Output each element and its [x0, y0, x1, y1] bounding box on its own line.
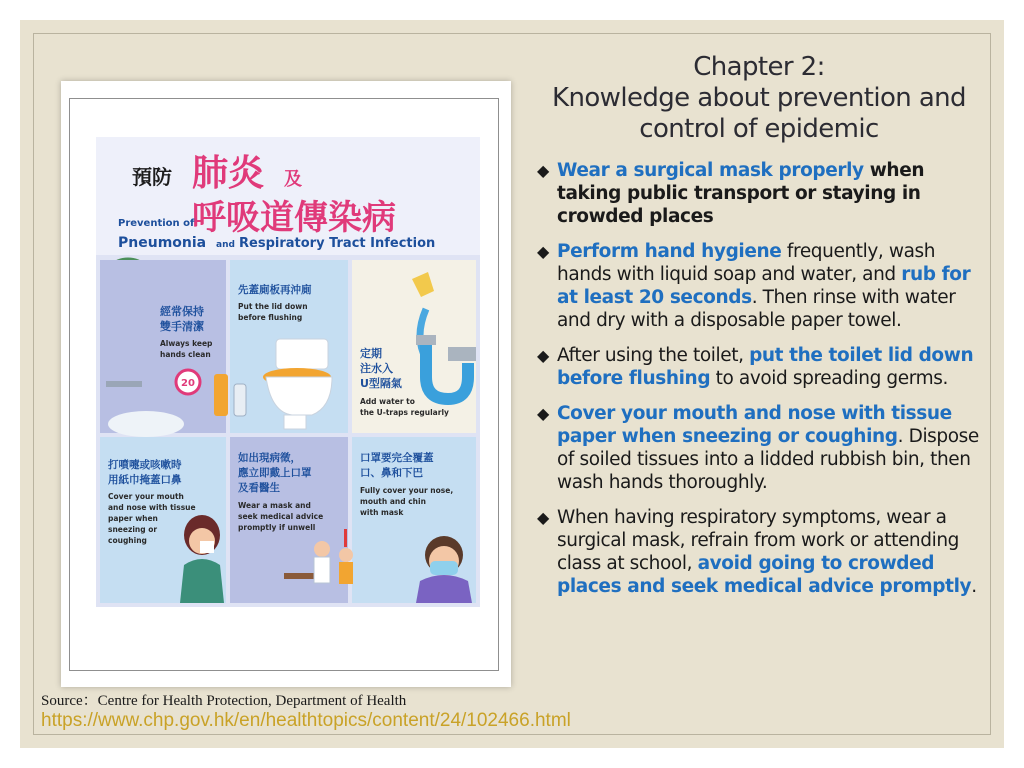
soap-bottle-icon [214, 374, 228, 416]
panel1-en-line1: Always keep [160, 339, 213, 348]
panel3-en-line1: Add water to [360, 397, 415, 406]
bullet-symptoms [537, 506, 982, 598]
source-url-link[interactable]: https://www.chp.gov.hk/en/healthtopics/content/24/102466.html [41, 710, 571, 731]
panel4-en-line4: sneezing or [108, 525, 158, 534]
bullet-mask [537, 159, 982, 228]
panel2-en-line1: Put the lid down [238, 302, 308, 311]
bullet-cover-mouth [537, 402, 982, 494]
health-poster [96, 137, 480, 607]
panel3-zh-line3: U型隔氣 [360, 377, 402, 390]
panel5-zh-line1: 如出現病徵， [238, 452, 301, 464]
bullet-symptoms-text-1: When having respiratory symptoms, wear a surgical mask, refrain from work or attending class at school, [557, 507, 959, 574]
title-line-1: Chapter 2: [693, 52, 825, 82]
diamond-bullet-icon: ◆ [537, 161, 549, 180]
source-citation: Source：Centre for Health Protection, Department of Health [41, 693, 407, 709]
washing-hands-icon [108, 411, 184, 437]
diamond-bullet-icon: ◆ [537, 404, 549, 423]
panel5-en-line1: Wear a mask and [238, 501, 311, 510]
panel5-zh-line3: 及看醫生 [238, 482, 280, 494]
bullet-hand-text-1: frequently, wash hands with liquid soap and water, and [557, 241, 936, 285]
poster-zh-prevent: 預防 [132, 165, 172, 189]
panel1-zh-line2: 雙手清潔 [160, 320, 204, 333]
faucet-icon [106, 381, 142, 387]
panel1-en-line2: hands clean [160, 350, 211, 359]
diamond-bullet-icon: ◆ [537, 242, 549, 261]
panel4-en-line3: paper when [108, 514, 158, 523]
bullet-toilet [537, 344, 982, 390]
bullet-list [537, 159, 982, 610]
panel2-en-line2: before flushing [238, 313, 303, 322]
poster-illustration [96, 137, 480, 607]
slide-title [526, 52, 992, 145]
panel4-en-line1: Cover your mouth [108, 492, 184, 501]
panel6-en-line2: mouth and chin [360, 497, 426, 506]
poster-en-pneumonia: Pneumonia [118, 235, 207, 251]
panel6-en-line3: with mask [360, 508, 404, 517]
bullet-mask-text: when taking public transport or staying in crowded places [557, 160, 925, 227]
bullet-symptoms-highlight: avoid going to crowded places and seek medical advice promptly [557, 553, 972, 597]
title-line-2: Knowledge about prevention and [552, 83, 966, 113]
poster-en-and: and [216, 240, 235, 250]
poster-zh-respiratory: 呼吸道傳染病 [192, 198, 396, 238]
panel4-zh-line1: 打噴嚏或咳嗽時 [108, 459, 182, 471]
panel5-en-line2: seek medical advice [238, 512, 324, 521]
panel4-zh-line2: 用紙巾掩蓋口鼻 [108, 474, 182, 486]
bullet-symptoms-text-2: . [971, 576, 977, 597]
bullet-mask-highlight: Wear a surgical mask properly [557, 160, 864, 181]
panel6-en-line1: Fully cover your nose, [360, 486, 454, 495]
panel5-zh-line2: 應立即戴上口罩 [238, 467, 312, 479]
panel6-zh-line2: 口、鼻和下巴 [360, 467, 423, 479]
poster-en-prevention-of: Prevention of [118, 218, 195, 229]
panel4-en-line2: and nose with tissue [108, 503, 196, 512]
bullet-cover-highlight: Cover your mouth and nose with tissue paper when sneezing or coughing [557, 403, 952, 447]
panel6-zh-line1: 口罩要完全覆蓋 [360, 452, 434, 464]
bullet-hand-hygiene [537, 240, 982, 332]
panel4-en-line5: coughing [108, 536, 147, 545]
poster-zh-pneumonia: 肺炎 [192, 153, 265, 194]
bullet-toilet-text-1: After using the toilet, [557, 345, 750, 366]
bullet-toilet-text-2: to avoid spreading germs. [710, 368, 948, 389]
bullet-cover-text: . Dispose of soiled tissues into a lidded rubbish bin, then wash hands thoroughly. [557, 426, 979, 493]
panel3-en-line2: the U-traps regularly [360, 408, 449, 417]
bullet-hand-highlight-1: Perform hand hygiene [557, 241, 782, 262]
poster-en-respiratory: Respiratory Tract Infection [239, 236, 436, 251]
panel5-en-line3: promptly if unwell [238, 523, 316, 532]
poster-zh-and: 及 [284, 169, 302, 190]
diamond-bullet-icon: ◆ [537, 508, 549, 527]
panel3-zh-line1: 定期 [360, 347, 382, 360]
title-line-3: control of epidemic [639, 114, 879, 144]
bullet-toilet-highlight: put the toilet lid down before flushing [557, 345, 974, 389]
panel3-zh-line2: 注水入 [360, 362, 393, 375]
diamond-bullet-icon: ◆ [537, 346, 549, 365]
panel1-zh-line1: 經常保持 [160, 305, 204, 318]
bullet-hand-text-2: . Then rinse with water and dry with a disposable paper towel. [557, 287, 956, 331]
panel2-zh: 先蓋廁板再沖廁 [238, 284, 312, 296]
soap-bottle-icon [234, 384, 246, 416]
timer-seconds: 20 [181, 378, 195, 389]
bullet-hand-highlight-2: rub for at least 20 seconds [557, 264, 971, 308]
